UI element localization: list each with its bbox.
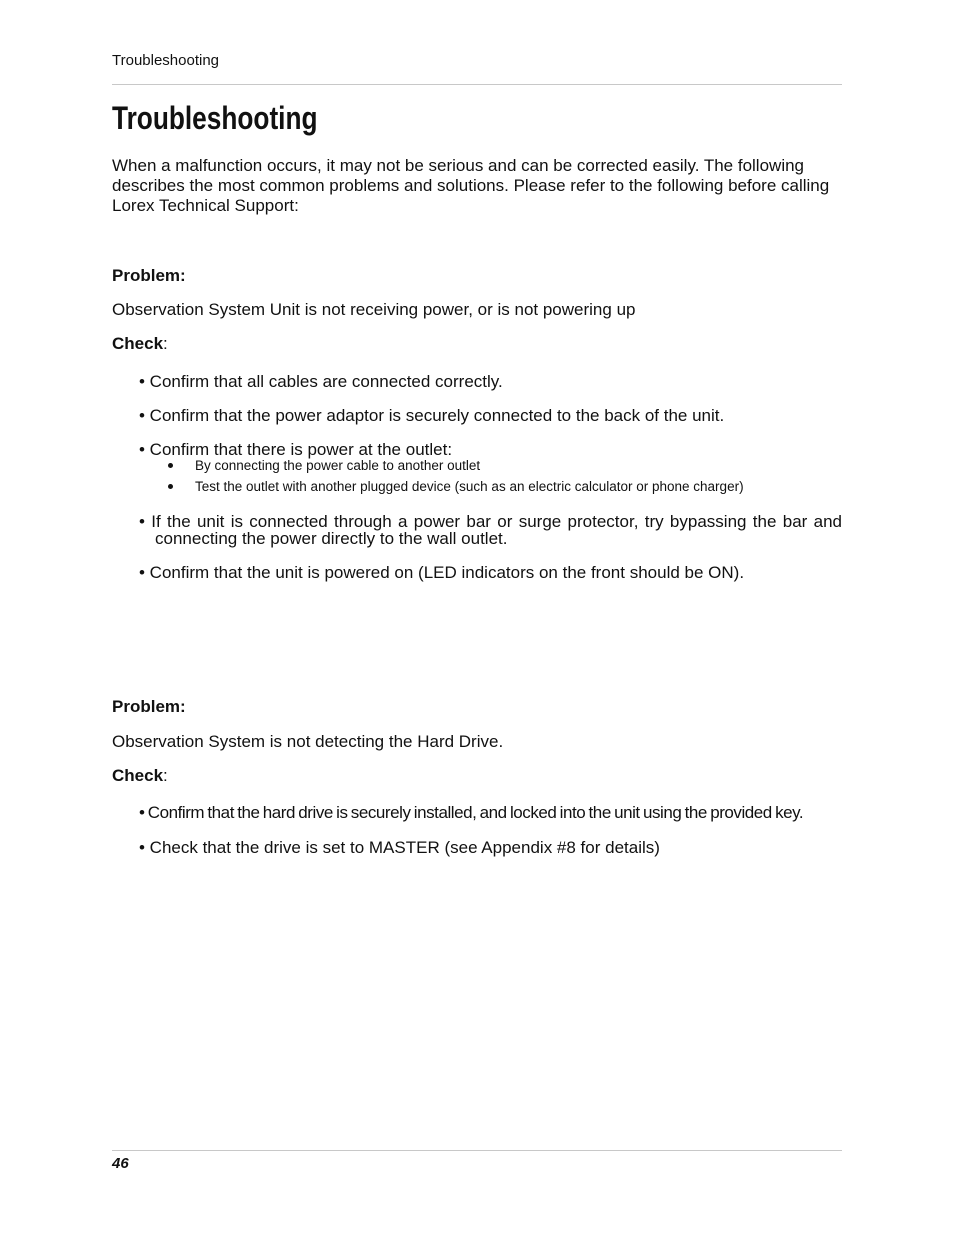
check-1-bullet: • Confirm that there is power at the outlet: <box>139 440 453 459</box>
check-1-bullet: • Confirm that the power adaptor is securely connected to the back of the unit. <box>139 406 725 425</box>
problem-1-description: Observation System Unit is not receiving power, or is not powering up <box>112 300 636 319</box>
intro-paragraph: When a malfunction occurs, it may not be serious and can be corrected easily. The following describes the most common problems and solutions. Please refer to the following before calling Lorex Technical Support: <box>112 156 830 215</box>
check-2-bullet: • Confirm that the hard drive is securely installed, and locked into the unit using the provided key. <box>139 803 804 822</box>
bypass-line-1: • If the unit is connected through a power bar or surge protector, try bypassing the bar and <box>139 512 842 531</box>
problem-1-label-text: Problem: <box>112 266 186 285</box>
sub-bullet-text: By connecting the power cable to another outlet <box>195 458 481 473</box>
bullet-dot-icon <box>168 463 173 468</box>
check-2-label <box>112 766 168 786</box>
check-1-bullet <box>139 513 842 547</box>
check-2-label-text: Check <box>112 766 164 785</box>
check-1-colon: : <box>163 334 168 353</box>
sub-bullet-text: Test the outlet with another plugged device (such as an electric calculator or phone charger) <box>195 479 744 494</box>
header-divider <box>112 84 842 85</box>
check-2-bullet: • Check that the drive is set to MASTER (see Appendix #8 for details) <box>139 838 660 857</box>
problem-1-label <box>112 266 186 286</box>
check-1-label-text: Check <box>112 334 164 353</box>
problem-2-description: Observation System is not detecting the Hard Drive. <box>112 732 504 751</box>
check-2-colon: : <box>163 766 168 785</box>
problem-2-label-text: Problem: <box>112 697 186 716</box>
check-1-label <box>112 334 168 354</box>
running-header: Troubleshooting <box>112 52 220 69</box>
check-1-sub-bullet <box>168 479 744 494</box>
footer-divider <box>112 1150 842 1151</box>
problem-2-label <box>112 697 186 717</box>
check-1-bullet: • Confirm that the unit is powered on (LED indicators on the front should be ON). <box>139 563 745 582</box>
page-number: 46 <box>112 1155 129 1172</box>
page-title: Troubleshooting <box>112 100 318 136</box>
check-1-bullet: • Confirm that all cables are connected correctly. <box>139 372 503 391</box>
bypass-line-2: connecting the power directly to the wall outlet. <box>155 529 508 548</box>
check-1-sub-bullet <box>168 458 480 473</box>
bullet-dot-icon <box>168 484 173 489</box>
